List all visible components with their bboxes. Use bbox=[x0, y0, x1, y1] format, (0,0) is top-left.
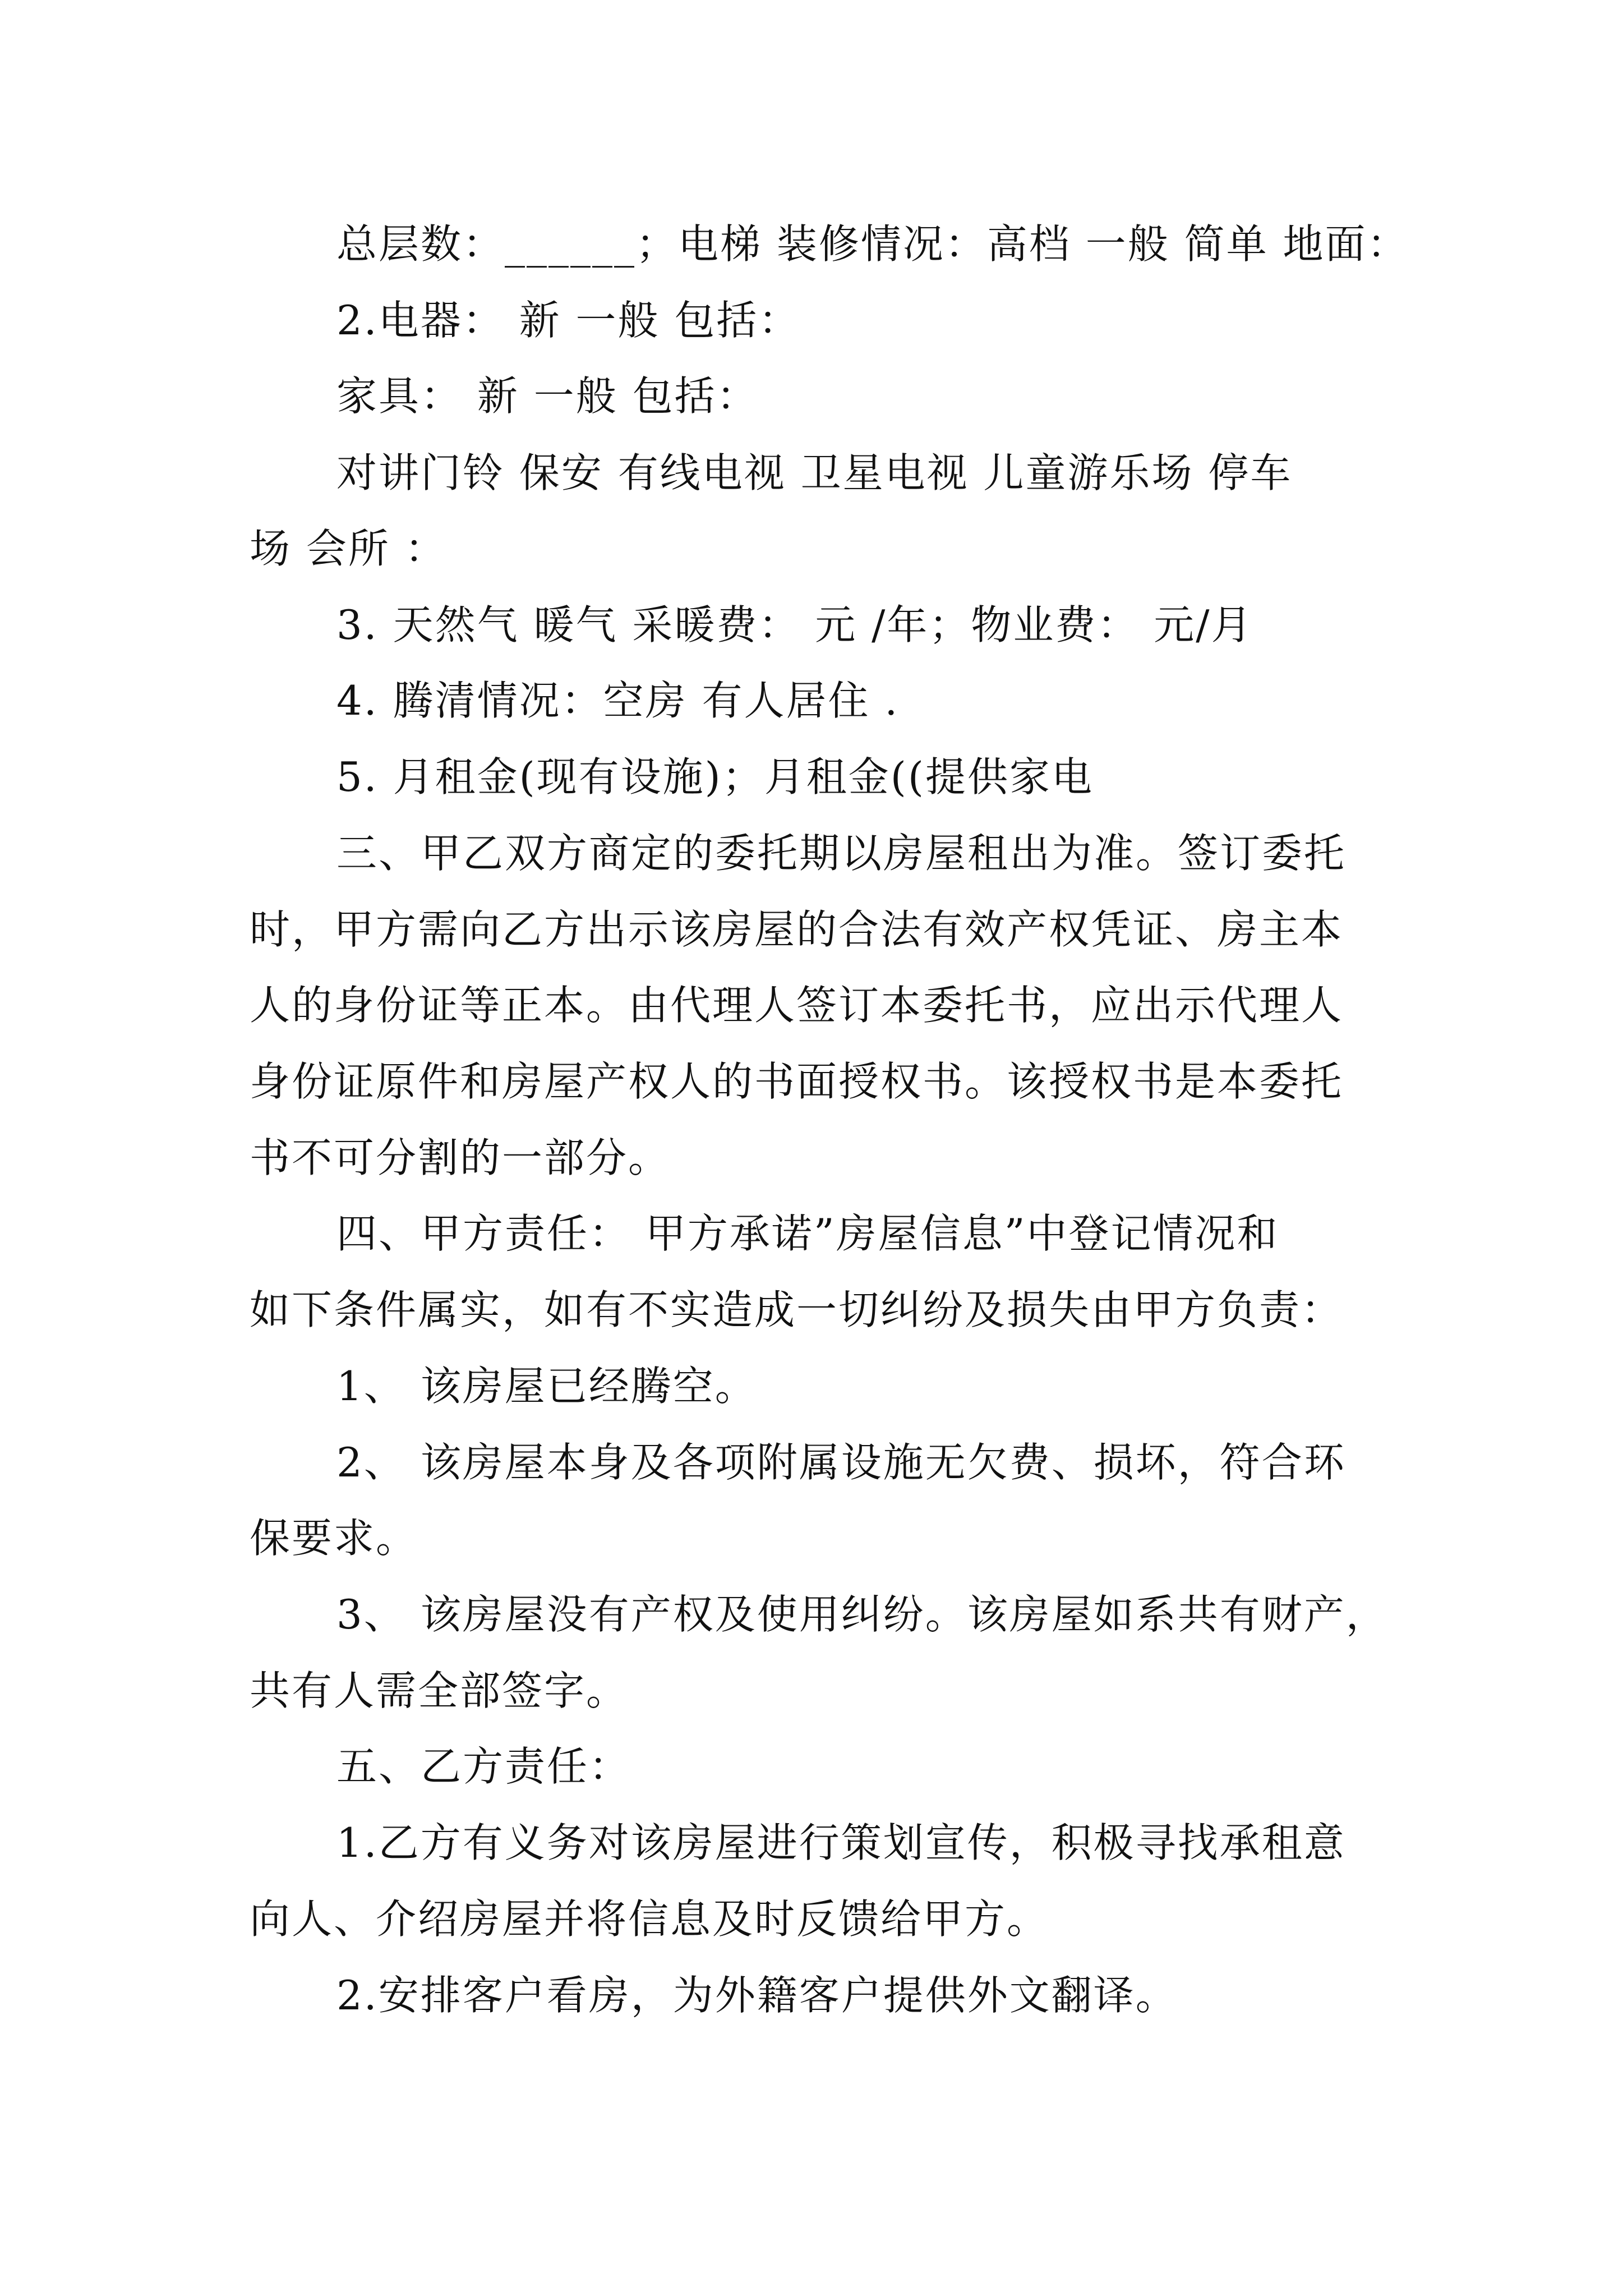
text-line: 1、 该房屋已经腾空。 bbox=[336, 1363, 757, 1410]
text-line: 人的身份证等正本。由代理人签订本委托书，应出示代理人 bbox=[250, 982, 1344, 1029]
text-line: 2.安排客户看房，为外籍客户提供外文翻译。 bbox=[336, 1972, 1178, 2019]
text-line: 总层数：______；电梯 装修情况：高档 一般 简单 地面： bbox=[336, 220, 1409, 268]
text-line: 2.电器： 新 一般 包括： bbox=[336, 297, 801, 344]
text-line: 向人、介绍房屋并将信息及时反馈给甲方。 bbox=[250, 1895, 1049, 1943]
text-line: 5. 月租金(现有设施)；月租金((提供家电 bbox=[336, 753, 1094, 800]
text-line: 1.乙方有义务对该房屋进行策划宣传，积极寻找承租意 bbox=[336, 1819, 1346, 1866]
text-line: 4. 腾清情况：空房 有人居住 . bbox=[336, 677, 900, 724]
text-line: 三、甲乙双方商定的委托期以房屋租出为准。签订委托 bbox=[336, 830, 1347, 877]
text-line: 对讲门铃 保安 有线电视 卫星电视 儿童游乐场 停车 bbox=[336, 449, 1293, 496]
text-line: 共有人需全部签字。 bbox=[250, 1667, 629, 1714]
text-line: 保要求。 bbox=[250, 1515, 418, 1562]
text-line: 书不可分割的一部分。 bbox=[250, 1134, 671, 1181]
text-line: 2、 该房屋本身及各项附属设施无欠费、损坏，符合环 bbox=[336, 1439, 1346, 1486]
text-line: 如下条件属实，如有不实造成一切纠纷及损失由甲方负责： bbox=[250, 1286, 1344, 1333]
text-line: 身份证原件和房屋产权人的书面授权书。该授权书是本委托 bbox=[250, 1058, 1344, 1105]
text-line: 3. 天然气 暖气 采暖费： 元 /年；物业费： 元/月 bbox=[336, 601, 1253, 648]
text-line: 四、甲方责任： 甲方承诺”房屋信息”中登记情况和 bbox=[336, 1210, 1279, 1257]
text-line: 时，甲方需向乙方出示该房屋的合法有效产权凭证、房主本 bbox=[250, 906, 1344, 953]
text-line: 场 会所 ： bbox=[250, 525, 447, 572]
text-line: 3、 该房屋没有产权及使用纠纷。该房屋如系共有财产， bbox=[336, 1591, 1388, 1638]
text-line: 家具： 新 一般 包括： bbox=[336, 372, 759, 420]
text-line: 五、乙方责任： bbox=[336, 1743, 631, 1790]
